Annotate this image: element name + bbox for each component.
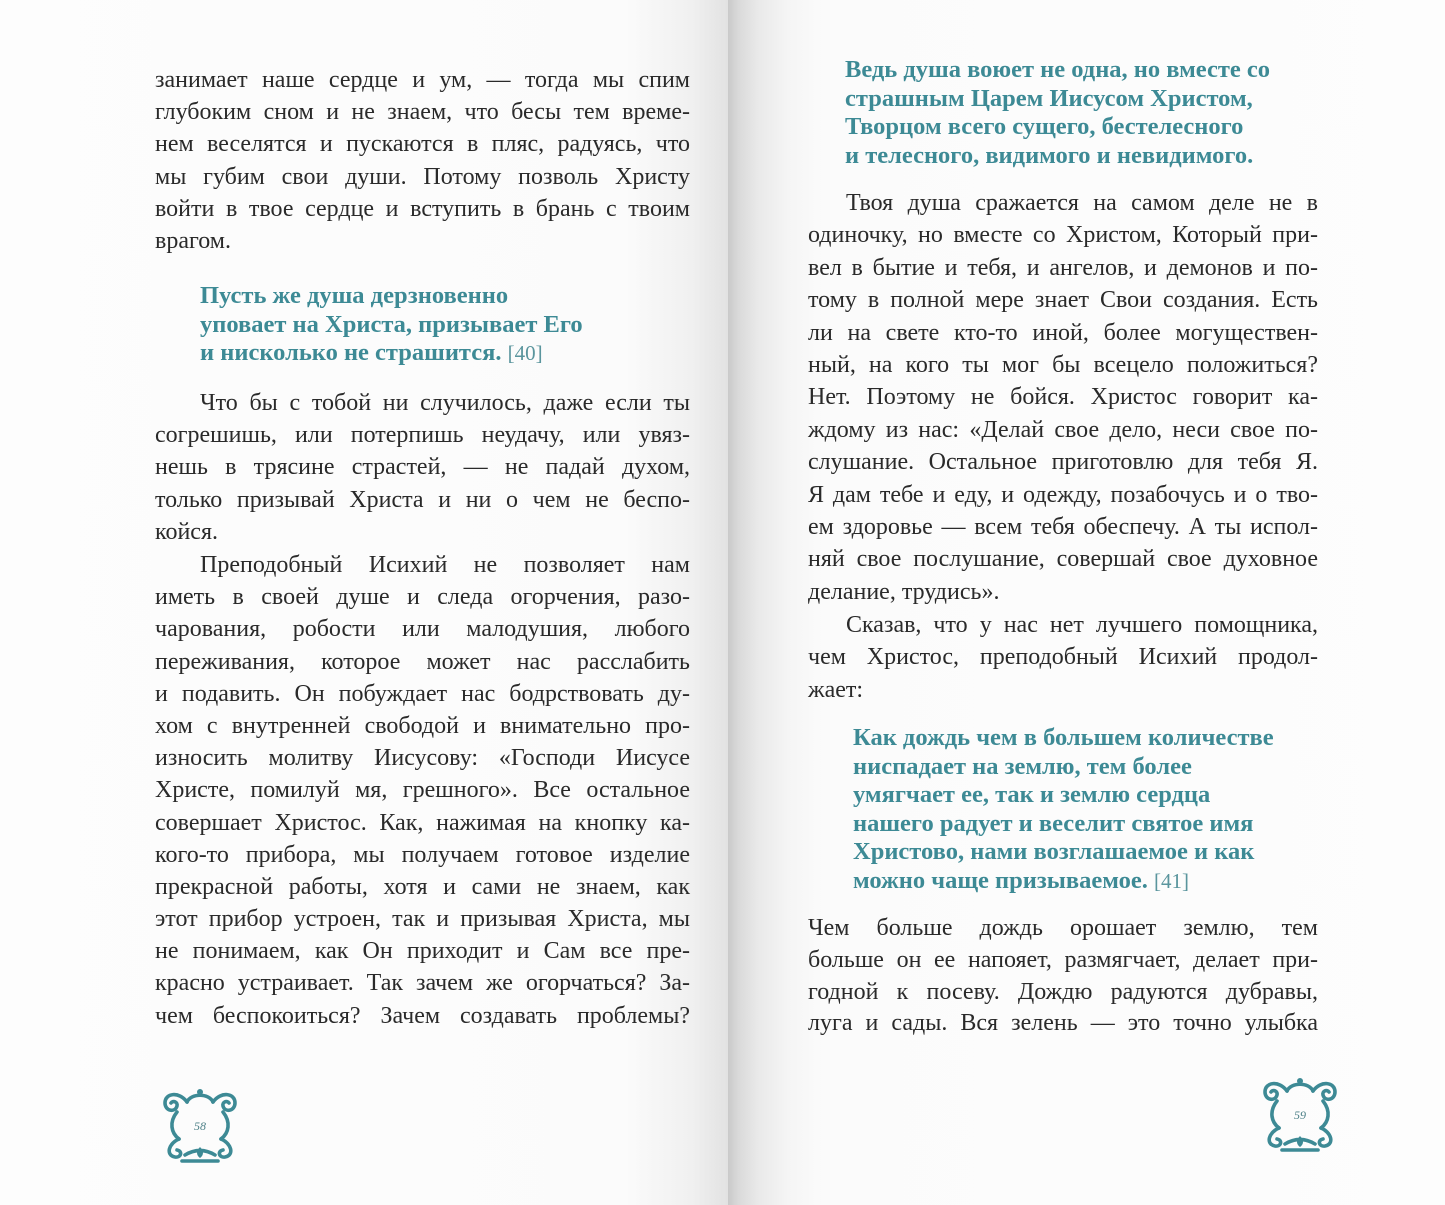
line-text: чарования, робости или малодушия, любого bbox=[155, 616, 690, 643]
line-text: войти в твое сердце и вступить в брань с твоим bbox=[155, 195, 690, 222]
text-line bbox=[808, 187, 1318, 219]
line-text: хом с внутренней свободой и внимательно про- bbox=[155, 712, 690, 739]
text-line bbox=[155, 935, 690, 967]
line-text: Как дождь чем в большем количестве bbox=[853, 724, 1274, 751]
quote-line bbox=[200, 311, 583, 340]
line-text: красно устраивает. Так зачем же огорчаться? За- bbox=[155, 970, 690, 997]
body-paragraph bbox=[808, 609, 1318, 706]
text-line bbox=[155, 710, 690, 742]
text-line bbox=[155, 613, 690, 645]
text-line bbox=[808, 945, 1318, 977]
page-number: 59 bbox=[1294, 1108, 1306, 1122]
text-line bbox=[155, 128, 690, 160]
quote-line bbox=[853, 838, 1274, 867]
line-text: Сказав, что у нас нет лучшего помощника, bbox=[846, 612, 1318, 638]
quote-line bbox=[853, 867, 1274, 896]
line-text: Твоя душа сражается на самом деле не в bbox=[846, 190, 1318, 216]
line-text: не понимаем, как Он приходит и Сам все пре- bbox=[155, 938, 690, 965]
text-line bbox=[808, 674, 1318, 706]
scripture-quote bbox=[200, 282, 583, 368]
text-line bbox=[808, 381, 1318, 413]
text-line bbox=[155, 484, 690, 516]
line-text: одиночку, но вместе со Христом, Который при- bbox=[808, 222, 1318, 249]
quote-line bbox=[853, 724, 1274, 753]
text-line bbox=[808, 1008, 1318, 1040]
quote-line bbox=[845, 142, 1270, 171]
line-text: иметь в своей душе и следа огорчения, разо- bbox=[155, 584, 690, 611]
line-text: глубоким сном и не знаем, что бесы тем време- bbox=[155, 99, 690, 126]
citation-ref: [41] bbox=[1153, 868, 1189, 893]
line-text: переживания, которое может нас расслабить bbox=[155, 648, 690, 675]
line-text: и подавить. Он побуждает нас бодрствовать ду- bbox=[155, 680, 690, 707]
line-text: годной к посеву. Дождю радуются дубравы, bbox=[808, 978, 1318, 1005]
line-text: нешь в трясине страстей, — не падай духом, bbox=[155, 454, 690, 481]
text-line bbox=[155, 807, 690, 839]
line-text: вел в бытие и тебя, и ангелов, и демонов и по- bbox=[808, 254, 1318, 281]
line-text: совершает Христос. Как, нажимая на кнопку ка- bbox=[155, 809, 690, 836]
line-text: ный, на кого ты мог бы всецело положиться? bbox=[808, 351, 1318, 378]
text-line bbox=[808, 446, 1318, 478]
body-paragraph bbox=[155, 549, 690, 1032]
line-text: больше он ее напояет, размягчает, делает при- bbox=[808, 946, 1318, 973]
citation-ref: [40] bbox=[507, 341, 543, 366]
text-line bbox=[155, 678, 690, 710]
text-line bbox=[808, 349, 1318, 381]
text-line bbox=[808, 252, 1318, 284]
body-paragraph bbox=[155, 64, 690, 257]
line-text: делание, трудись». bbox=[808, 578, 1000, 605]
text-line bbox=[155, 1000, 690, 1032]
quote-line bbox=[845, 113, 1270, 142]
text-line bbox=[808, 479, 1318, 511]
line-text: прекрасной работы, хотя и сами не знаем, как bbox=[155, 873, 690, 900]
text-line bbox=[808, 511, 1318, 543]
body-paragraph bbox=[808, 187, 1318, 608]
text-line bbox=[808, 284, 1318, 316]
quote-line bbox=[853, 781, 1274, 810]
line-text: нем веселятся и пускаются в пляс, радуясь, что bbox=[155, 131, 690, 158]
line-text: ли на свете кто-то иной, более могуществен- bbox=[808, 319, 1318, 346]
line-text: койся. bbox=[155, 518, 218, 545]
line-text: Христе, помилуй мя, грешного». Все остальное bbox=[155, 777, 690, 804]
text-line bbox=[808, 913, 1318, 945]
line-text: только призывай Христа и ни о чем не беспо- bbox=[155, 486, 690, 513]
text-line bbox=[155, 225, 690, 257]
body-paragraph bbox=[808, 913, 1318, 1040]
quote-line bbox=[845, 85, 1270, 114]
line-text: умягчает ее, так и землю сердца bbox=[853, 781, 1211, 809]
line-text: ем здоровье — всем тебя обеспечу. А ты испол- bbox=[808, 513, 1318, 540]
line-text: износить молитву Иисусову: «Господи Иисусе bbox=[155, 745, 690, 772]
text-line bbox=[155, 742, 690, 774]
line-text: няй свое послушание, совершай свое духовное bbox=[808, 546, 1318, 573]
text-line bbox=[155, 161, 690, 193]
line-text: Творцом всего сущего, бестелесного bbox=[845, 113, 1244, 141]
text-line bbox=[155, 871, 690, 903]
line-text: Ведь душа воюет не одна, но вместе со bbox=[845, 56, 1271, 83]
line-text: жает: bbox=[808, 676, 864, 703]
line-text: чем беспокоиться? Зачем создавать проблемы? bbox=[155, 1002, 690, 1029]
text-line bbox=[155, 581, 690, 613]
line-text: и нисколько не страшится. bbox=[200, 339, 502, 367]
quote-line bbox=[200, 339, 583, 368]
line-text: тому в полной мере знает Свои создания. Есть bbox=[808, 287, 1318, 314]
line-text: страшным Царем Иисусом Христом, bbox=[845, 84, 1253, 112]
line-text: слушание. Остальное приготовлю для тебя Я. bbox=[808, 449, 1318, 476]
right-page bbox=[728, 0, 1445, 1205]
line-text: мы губим свои души. Потому позволь Христу bbox=[155, 163, 690, 190]
ornament-icon bbox=[155, 1085, 245, 1165]
text-line bbox=[808, 219, 1318, 251]
text-line bbox=[808, 641, 1318, 673]
ornament-icon bbox=[1255, 1074, 1345, 1154]
body-paragraph bbox=[155, 387, 690, 548]
text-line bbox=[808, 543, 1318, 575]
line-text: можно чаще призываемое. bbox=[853, 866, 1148, 894]
line-text: занимает наше сердце и ум, — тогда мы спим bbox=[155, 67, 690, 93]
quote-line bbox=[853, 753, 1274, 782]
text-line bbox=[155, 419, 690, 451]
line-text: уповает на Христа, призывает Его bbox=[200, 310, 583, 338]
line-text: этот прибор устроен, так и призывая Христа, мы bbox=[155, 906, 690, 933]
line-text: ниспадает на землю, тем более bbox=[853, 752, 1192, 780]
line-text: Я дам тебе и еду, и одежду, позабочусь и о тво- bbox=[808, 481, 1318, 508]
line-text: Нет. Поэтому не бойся. Христос говорит ка- bbox=[808, 384, 1318, 411]
text-line bbox=[155, 96, 690, 128]
text-line bbox=[155, 967, 690, 999]
line-text: Пусть же душа дерзновенно bbox=[200, 282, 509, 309]
line-text: чем Христос, преподобный Исихий продол- bbox=[808, 644, 1318, 671]
text-line bbox=[155, 549, 690, 581]
text-line bbox=[155, 646, 690, 678]
text-line bbox=[808, 609, 1318, 641]
scripture-quote bbox=[853, 724, 1274, 896]
line-text: луга и сады. Вся зелень — это точно улыбка bbox=[808, 1010, 1318, 1037]
quote-line bbox=[200, 282, 583, 311]
text-line bbox=[155, 193, 690, 225]
text-line bbox=[808, 977, 1318, 1009]
text-line bbox=[808, 414, 1318, 446]
text-line bbox=[808, 317, 1318, 349]
quote-line bbox=[853, 810, 1274, 839]
line-text: Христово, нами возглашаемое и как bbox=[853, 838, 1255, 866]
text-line bbox=[155, 774, 690, 806]
text-line bbox=[155, 387, 690, 419]
text-line bbox=[155, 451, 690, 483]
line-text: Преподобный Исихий не позволяет нам bbox=[200, 552, 690, 578]
line-text: согрешишь, или потерпишь неудачу, или увяз- bbox=[155, 422, 690, 449]
line-text: кого-то прибора, мы получаем готовое изделие bbox=[155, 841, 690, 868]
line-text: Что бы с тобой ни случилось, даже если ты bbox=[200, 390, 690, 416]
line-text: и телесного, видимого и невидимого. bbox=[845, 142, 1254, 170]
text-line bbox=[808, 576, 1318, 608]
quote-line bbox=[845, 56, 1270, 85]
line-text: Чем больше дождь орошает землю, тем bbox=[808, 915, 1318, 941]
text-line bbox=[155, 516, 690, 548]
text-line bbox=[155, 64, 690, 96]
line-text: ждому из нас: «Делай свое дело, неси свое по- bbox=[808, 416, 1318, 443]
text-line bbox=[155, 839, 690, 871]
line-text: врагом. bbox=[155, 227, 231, 254]
scripture-quote bbox=[845, 56, 1270, 171]
text-line bbox=[155, 903, 690, 935]
page-number: 58 bbox=[194, 1119, 206, 1133]
line-text: нашего радует и веселит святое имя bbox=[853, 809, 1254, 837]
